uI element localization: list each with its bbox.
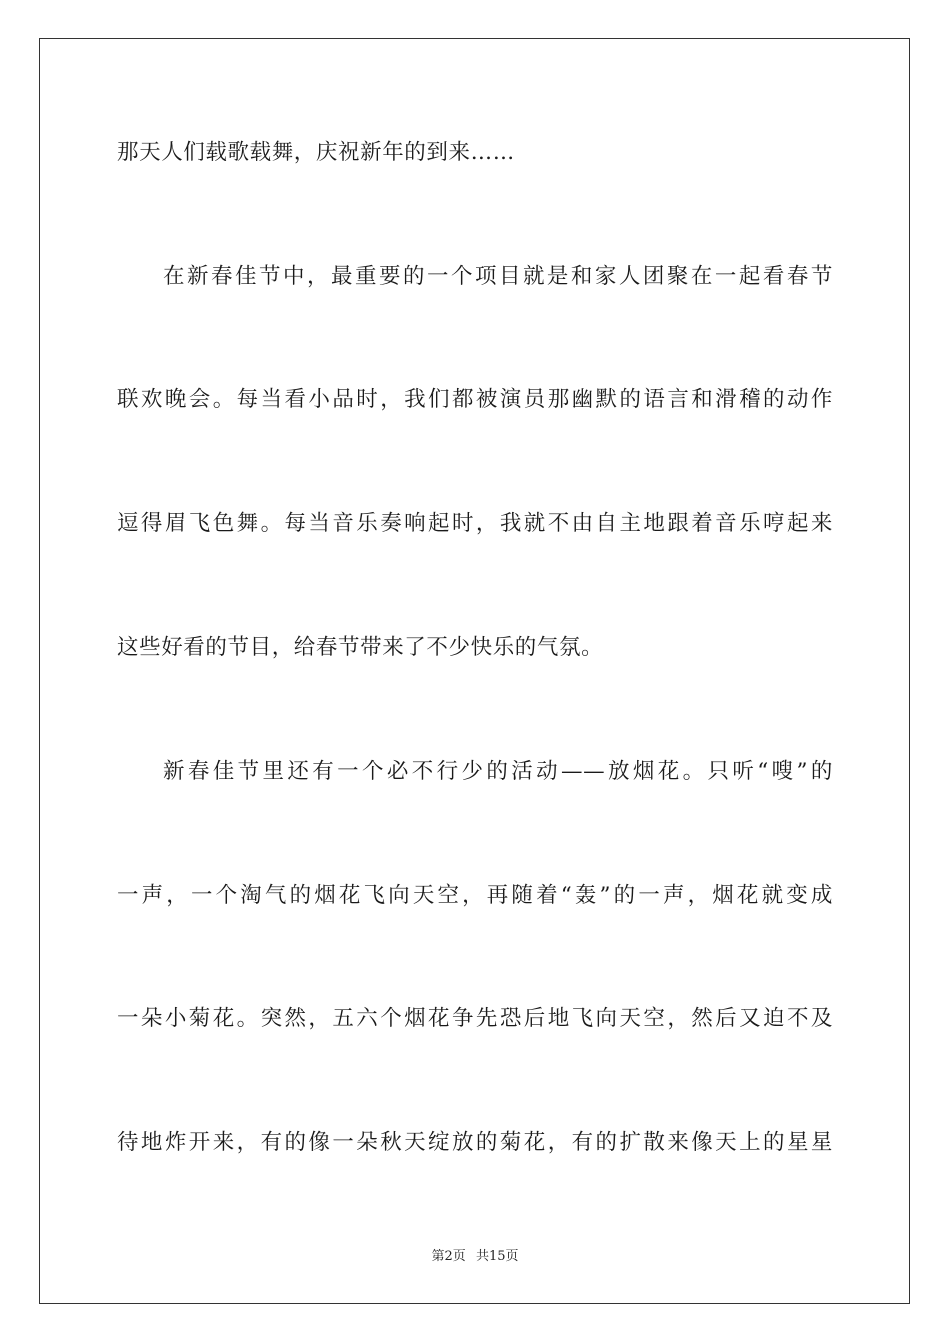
page-number: 第2页 [431,1249,466,1264]
text-line: 这些好看的节目，给春节带来了不少快乐的气氛。 [117,635,604,660]
text-line: 逗得眉飞色舞。每当音乐奏响起时，我就不由自主地跟着音乐哼起来 [117,511,833,536]
text-line: 那天人们载歌载舞，庆祝新年的到来…… [117,140,515,165]
text-line: 在新春佳节中，最重要的一个项目就是和家人团聚在一起看春节 [163,264,833,289]
text-line: 一朵小菊花。突然，五六个烟花争先恐后地飞向天空，然后又迫不及 [117,1006,833,1031]
page-footer [0,1248,950,1266]
text-line: 待地炸开来，有的像一朵秋天绽放的菊花，有的扩散来像天上的星星 [117,1130,833,1155]
text-line: 一声，一个淘气的烟花飞向天空，再随着“轰”的一声，烟花就变成 [117,883,833,908]
page-border [39,38,910,1304]
text-line: 新春佳节里还有一个必不行少的活动——放烟花。只听“嗖”的 [163,759,833,784]
text-line: 联欢晚会。每当看小品时，我们都被演员那幽默的语言和滑稽的动作 [117,387,833,412]
page-total: 共15页 [475,1249,519,1264]
